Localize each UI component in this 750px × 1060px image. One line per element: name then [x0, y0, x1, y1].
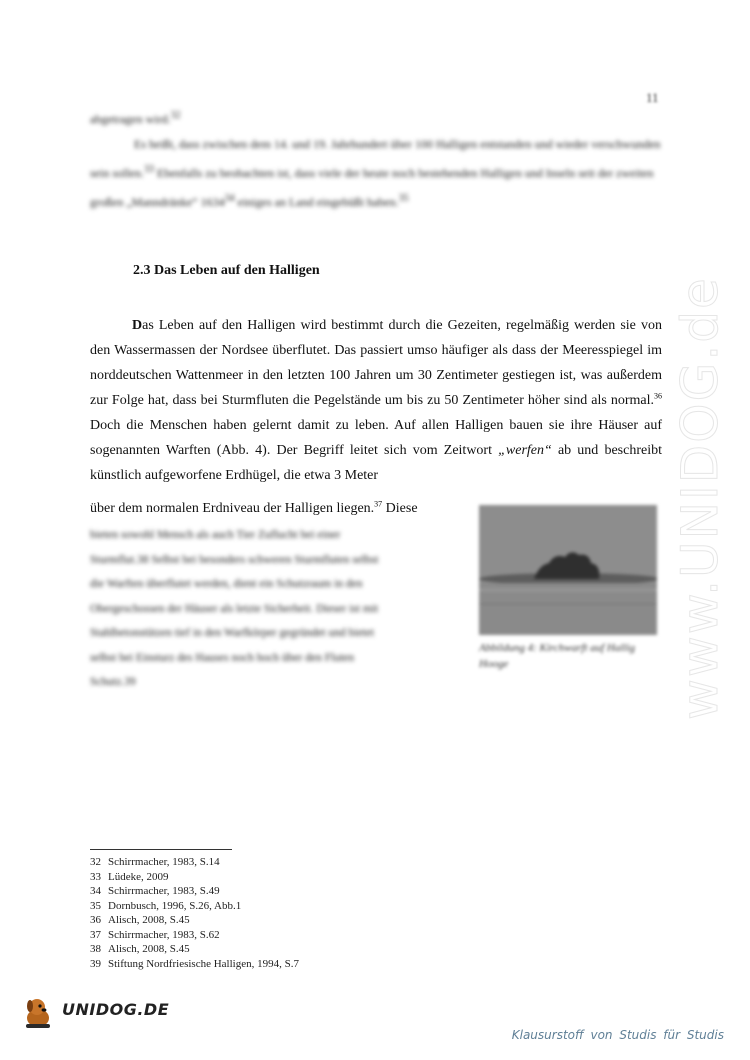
footnote-item: 38 Alisch, 2008, S.45 — [90, 943, 190, 955]
figure-hallig-photo — [479, 505, 657, 635]
footnote-item: 35 Dornbusch, 1996, S.26, Abb.1 — [90, 899, 242, 912]
logo-text: UNIDOG.DE — [62, 1000, 170, 1019]
blurred-previous-text — [90, 103, 670, 215]
drop-cap: D — [132, 318, 143, 333]
footnote-item: 37 Schirrmacher, 1983, S.62 — [90, 928, 220, 941]
section-body-text: Das Leben auf den Halligen wird bestimmt durch die Gezeiten, regelmäßig werden sie von den Wassermassen der Nordsee überflutet. Das passiert umso häufiger als dass der Meeresspiegel im norddeutschen Wattenmeer in den letzten 100 Jahren um 30 Zentimeter gestiegen ist, was außerdem zur Folge hat, dass bei Sturmfluten die Pegelstände um bis zu 50 Zentimeter höher sind als normal.$^{36}$ Doch die Menschen haben gelernt damit zu leben. Auf allen Halligen bauen sie ihre Häuser auf sogenannten Warften (Abb. 4). Der Begriff leitet sich vom Zeitwort „werfen“ ab und beschreibt künstlich aufgeworfene Erdhügel, die etwa 3 Meter — [90, 318, 662, 483]
watermark-text: www.UNIDOG.de — [671, 276, 729, 720]
blurred-wrapped-text: bieten sowohl Mensch als auch Tier Zuflucht bei einer Sturmflut.38 Selbst bei besonders schweren Sturmfluten selbst die Warften überflutet werden, dient ein Schutzraum in den Obergeschossen der Häuser als letzte Sicherheit. Dieser ist mit Stahlbetonstützen tief in den Warfkörper gegründet und bietet selbst bei Einsturz des Hauses noch hoch über den Fluten Schutz.39 — [90, 529, 379, 688]
footnotes-list — [90, 855, 299, 971]
footnote-item: 33 Lüdeke, 2009 — [90, 870, 169, 883]
figure-caption: Abbildung 4: Kirchwarft auf Hallig Hooge — [479, 642, 636, 670]
page-number: 11 — [646, 90, 659, 105]
footnote-item: 34 Schirrmacher, 1983, S.49 — [90, 885, 220, 897]
dog-mascot-icon — [20, 994, 56, 1030]
footnote-item: 36 Alisch, 2008, S.45 — [90, 914, 190, 926]
section-heading: 2.3 Das Leben auf den Halligen — [133, 263, 320, 278]
section-body-last-line: über dem normalen Erdniveau der Halligen liegen.$^{37}$ Diese — [90, 499, 418, 516]
footer-tagline: Klausurstoff von Studis für Studis — [511, 1028, 724, 1042]
footnote-divider — [90, 849, 232, 850]
hallig-photo-image — [479, 505, 657, 635]
unidog-logo[interactable] — [20, 992, 170, 1032]
blurred-line: abgetragen wird.$^{32}$ — [90, 110, 181, 126]
blurred-paragraph: Es heißt, dass zwischen dem 14. und 19. Jahrhundert über 100 Halligen entstanden und wieder verschwunden sein sollen.$^{33}$ Ebenfalls zu beobachten ist, dass viele der heute noch bestehenden Halligen und Inseln seit der zweiten großen „Manndränke“ 1634$^{34}$ einiges an Land eingebüßt haben.$^{35}$ — [90, 137, 661, 209]
footnote-item: 39 Stiftung Nordfriesische Halligen, 1994, S.7 — [90, 957, 299, 970]
footnote-item: 32 Schirrmacher, 1983, S.14 — [90, 856, 220, 868]
